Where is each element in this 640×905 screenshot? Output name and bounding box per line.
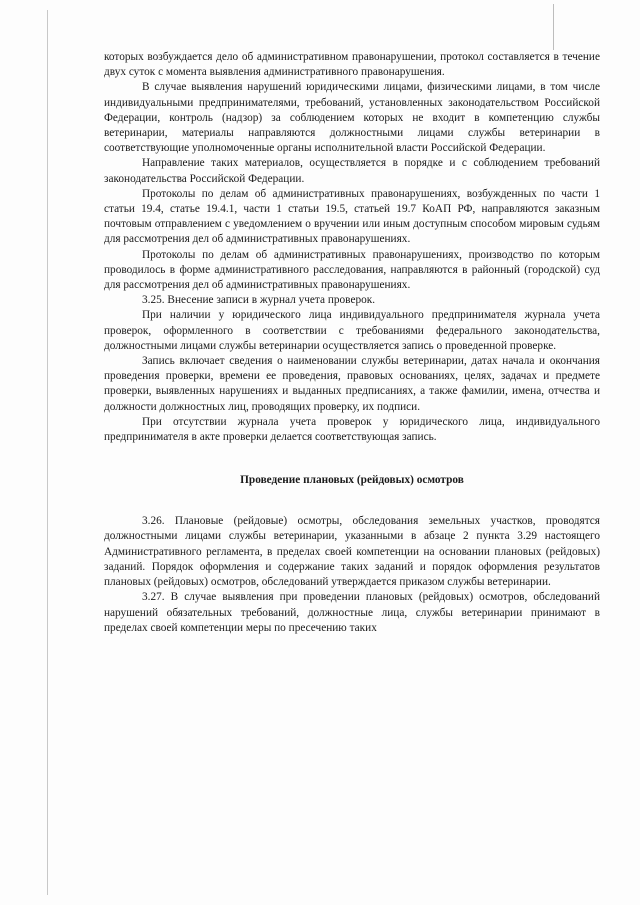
paragraph-record-contents: Запись включает сведения о наименовании службы ветеринарии, датах начала и окончания проведения проверки, времени ее проведения, правовых основаниях, целях, задачах и предмете проверки, выявленных нарушениях и выданных предписаниях, а также фамилии, имена, отчества и должности должностных лиц, проводящих проверку, их подписи.: [104, 355, 600, 413]
paragraph-item-3-27: 3.27. В случае выявления при проведении плановых (рейдовых) осмотров, обследований нарушений обязательных требований, должностные лица, службы ветеринарии принимают в пределах своей компетенции меры по пресечению таких: [104, 591, 600, 634]
binding-margin-line: [47, 10, 48, 895]
section-heading: Проведение плановых (рейдовых) осмотров: [240, 474, 464, 487]
paragraph-item-3-26: 3.26. Плановые (рейдовые) осмотры, обследования земельных участков, проводятся должностными лицами службы ветеринарии, указанными в абзаце 2 пункта 3.29 настоящего Административного регламента, в пределах своей компетенции на основании плановых (рейдовых) заданий. Порядок оформления и содержание таких заданий и порядок оформления результатов плановых (рейдовых) осмотров, обследований утверждается приказом службы ветеринарии.: [104, 515, 600, 589]
paragraph-continuation: которых возбуждается дело об административном правонарушении, протокол составляется в течение двух суток с момента выявления административного правонарушения.: [104, 51, 600, 79]
paragraph-protocols-magistrates: Протоколы по делам об административных правонарушениях, возбужденных по части 1 статьи 19.4, статье 19.4.1, части 1 статьи 19.5, статьей 19.7 КоАП РФ, направляются заказным почтовым отправлением с уведомлением о вручении или иным доступным способом мировым судьям для рассмотрения дел об административных правонарушениях.: [104, 187, 600, 246]
paragraph-no-journal: При отсутствии журнала учета проверок у юридического лица, индивидуального предпринимателя в акте проверки делается соответствующая запись.: [104, 415, 600, 444]
document-body: [104, 50, 600, 636]
paragraph-protocols-court: Протоколы по делам об административных правонарушениях, производство по которым проводилось в форме административного расследования, направляются в районный (городской) суд для рассмотрения дел об административных правонарушениях.: [104, 248, 600, 292]
paragraph-materials-direction: Направление таких материалов, осуществляется в порядке и с соблюдением требований законодательства Российской Федерации.: [104, 157, 600, 185]
scan-edge-mark: [553, 4, 554, 50]
paragraph-violations-referral: В случае выявления нарушений юридическими лицами, физическими лицами, в том числе индивидуальными предпринимателями, требований, установленных законодательством Российской Федерации, контроль (надзор) за соблюдением которых не входит в компетенцию службы ветеринарии, материалы направляются должностными лицами службы ветеринарии в соответствующие уполномоченные органы исполнительной власти Российской Федерации.: [104, 81, 600, 155]
paragraph-inspection-journal: При наличии у юридического лица индивидуального предпринимателя журнала учета проверок, оформленного в соответствии с требованиями федерального законодательства, должностными лицами службы ветеринарии осуществляется запись о проведенной проверке.: [104, 309, 600, 352]
paragraph-item-3-25: 3.25. Внесение записи в журнал учета проверок.: [142, 294, 376, 307]
